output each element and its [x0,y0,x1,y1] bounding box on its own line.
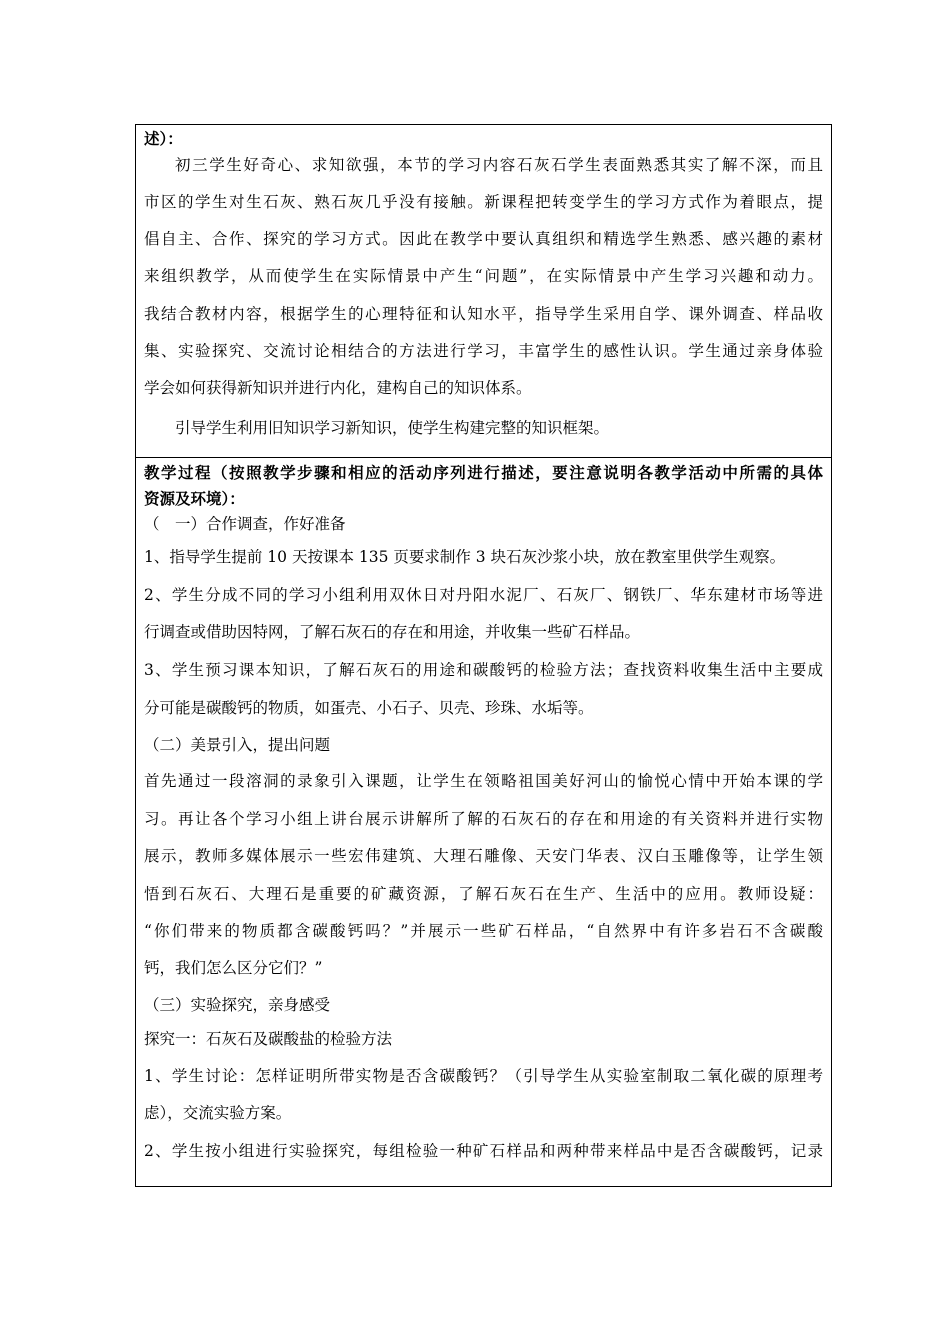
list-item: 虑），交流实验方案。 [144,1104,292,1122]
paragraph-line: 来组织教学，从而使学生在实际情景中产生“问题”，在实际情景中产生学习兴趣和动力。 [144,267,823,285]
list-item: 行调查或借助因特网，了解石灰石的存在和用途，并收集一些矿石样品。 [144,623,641,641]
paragraph-line: 悟到石灰石、大理石是重要的矿藏资源，了解石灰石在生产、生活中的应用。教师设疑： [144,885,823,903]
list-item: 分可能是碳酸钙的物质，如蛋壳、小石子、贝壳、珍珠、水垢等。 [144,699,594,717]
paragraph-line: 我结合教材内容，根据学生的心理特征和认知水平，指导学生采用自学、课外调查、样品收 [144,305,823,323]
part-title: （ 一）合作调查，作好准备 [144,515,346,533]
paragraph-line: 学会如何获得新知识并进行内化，建构自己的知识体系。 [144,379,532,397]
paragraph-line: 引导学生利用旧知识学习新知识，使学生构建完整的知识框架。 [175,419,610,437]
paragraph-line: 习。再让各个学习小组上讲台展示讲解所了解的石灰石的存在和用途的有关资料并进行实物 [144,810,823,828]
section-heading: 资源及环境）： [144,489,245,508]
list-item: 2、学生分成不同的学习小组利用双休日对丹阳水泥厂、石灰厂、钢铁厂、华东建材市场等进 [144,586,823,604]
paragraph-line: 初三学生好奇心、求知欲强，本节的学习内容石灰石学生表面熟悉其实了解不深，而且 [175,156,823,174]
list-item: 1、学生讨论：怎样证明所带实物是否含碳酸钙？（引导学生从实验室制取二氧化碳的原理考 [144,1067,823,1085]
list-item: 1、指导学生提前 10 天按课本 135 页要求制作 3 块石灰沙浆小块，放在教室里供学生观察。 [144,548,786,566]
part-title: （二）美景引入，提出问题 [144,736,331,754]
lesson-plan-table [135,124,832,1187]
teaching-process-cell [136,457,831,1186]
paragraph-line: 展示，教师多媒体展示一些宏伟建筑、大理石雕像、天安门华表、汉白玉雕像等，让学生领 [144,847,823,865]
paragraph-line: 集、实验探究、交流讨论相结合的方法进行学习，丰富学生的感性认识。学生通过亲身体验 [144,342,823,360]
part-title: （三）实验探究，亲身感受 [144,996,331,1014]
paragraph-line: 首先通过一段溶洞的录象引入课题，让学生在领略祖国美好河山的愉悦心情中开始本课的学 [144,772,823,790]
paragraph-line: 倡自主、合作、探究的学习方式。因此在教学中要认真组织和精选学生熟悉、感兴趣的素材 [144,230,823,248]
list-item: 2、学生按小组进行实验探究，每组检验一种矿石样品和两种带来样品中是否含碳酸钙，记录 [144,1142,823,1160]
paragraph-line: 钙，我们怎么区分它们？” [144,959,323,977]
section-heading-tail: 述）： [144,129,183,148]
paragraph-line: 市区的学生对生石灰、熟石灰几乎没有接触。新课程把转变学生的学习方式作为着眼点，提 [144,193,823,211]
paragraph-line: “你们带来的物质都含碳酸钙吗？”并展示一些矿石样品，“自然界中有许多岩石不含碳酸 [144,922,823,940]
student-analysis-cell [136,125,831,457]
inquiry-title: 探究一：石灰石及碳酸盐的检验方法 [144,1030,393,1048]
list-item: 3、学生预习课本知识，了解石灰石的用途和碳酸钙的检验方法；查找资料收集生活中主要成 [144,661,823,679]
section-heading: 教学过程（按照教学步骤和相应的活动序列进行描述，要注意说明各教学活动中所需的具体 [144,463,823,482]
